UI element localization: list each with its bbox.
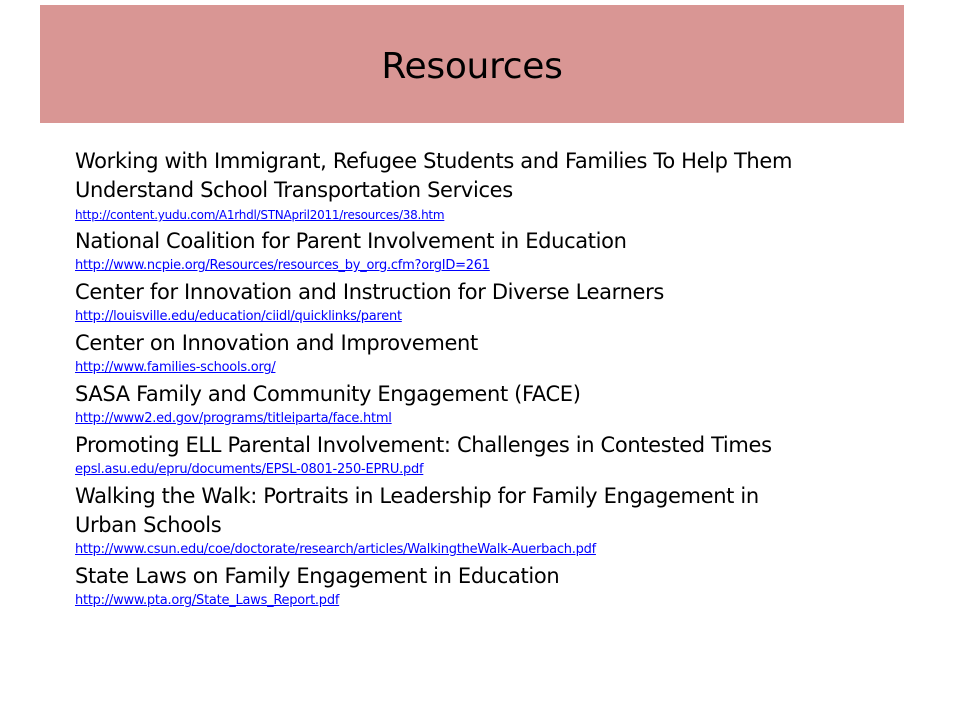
resource-link[interactable]: http://www.ncpie.org/Resources/resources_by_org.cfm?orgID=261 [75, 258, 490, 273]
resource-title-line: Working with Immigrant, Refugee Students and Families To Help Them [75, 149, 793, 173]
resource-link[interactable]: epsl.asu.edu/epru/documents/EPSL-0801-250-EPRU.pdf [75, 462, 424, 477]
resource-title [75, 329, 875, 358]
resource-title-line: Urban Schools [75, 513, 222, 537]
resource-title-line: Center on Innovation and Improvement [75, 331, 478, 355]
resource-item [75, 147, 875, 225]
resource-title [75, 147, 875, 205]
resource-title-line: National Coalition for Parent Involvement in Education [75, 229, 627, 253]
resource-title-line: Center for Innovation and Instruction for Diverse Learners [75, 280, 664, 304]
resource-title [75, 278, 875, 307]
resource-title [75, 562, 875, 591]
resource-title-line: SASA Family and Community Engagement (FACE) [75, 382, 581, 406]
resource-title-line: State Laws on Family Engagement in Education [75, 564, 560, 588]
resource-link[interactable]: http://content.yudu.com/A1rhdl/STNApril2011/resources/38.htm [75, 208, 445, 222]
resource-title [75, 380, 875, 409]
resource-link[interactable]: http://louisville.edu/education/ciidl/quicklinks/parent [75, 309, 402, 324]
resource-link[interactable]: http://www.pta.org/State_Laws_Report.pdf [75, 593, 340, 608]
resource-item [75, 278, 875, 327]
resource-title [75, 482, 875, 540]
resource-item [75, 329, 875, 378]
resource-title-line: Promoting ELL Parental Involvement: Challenges in Contested Times [75, 433, 772, 457]
resource-item [75, 380, 875, 429]
resource-item [75, 482, 875, 560]
title-banner [40, 5, 904, 123]
resource-title [75, 431, 875, 460]
resource-title [75, 227, 875, 256]
resource-item [75, 227, 875, 276]
resource-item [75, 431, 875, 480]
slide-title: Resources [381, 45, 563, 87]
resource-title-line: Walking the Walk: Portraits in Leadership for Family Engagement in [75, 484, 759, 508]
resource-link[interactable]: http://www2.ed.gov/programs/titleiparta/face.html [75, 411, 392, 426]
resource-link[interactable]: http://www.families-schools.org/ [75, 360, 276, 375]
resource-item [75, 562, 875, 611]
resource-link[interactable]: http://www.csun.edu/coe/doctorate/research/articles/WalkingtheWalk-Auerbach.pdf [75, 542, 596, 557]
resource-title-line: Understand School Transportation Services [75, 178, 513, 202]
resource-list [75, 147, 875, 613]
